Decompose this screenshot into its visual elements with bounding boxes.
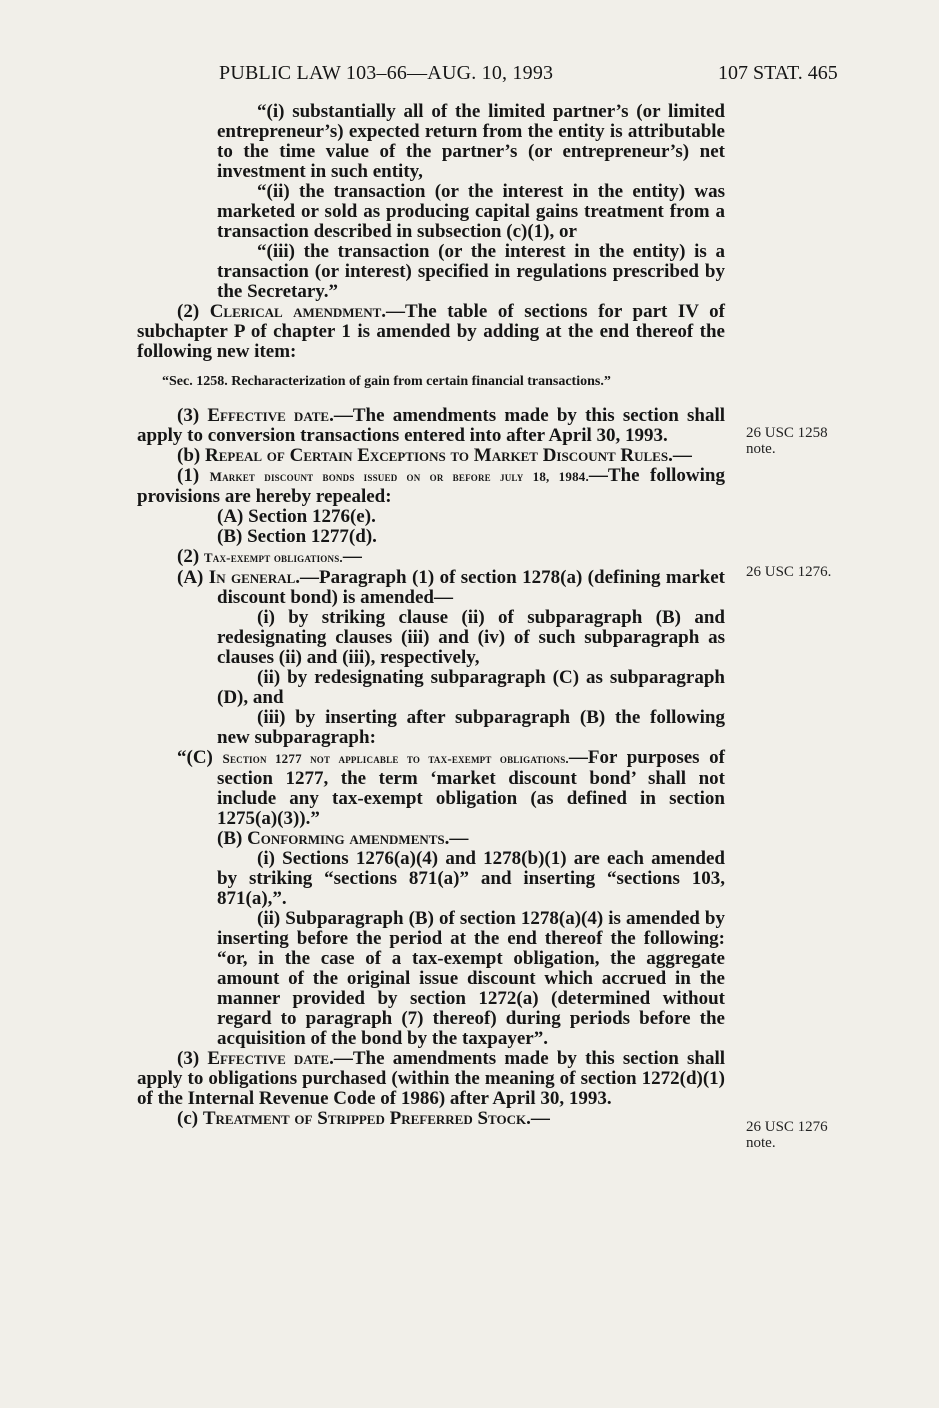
subsection-b <box>137 446 725 466</box>
paragraph-number: (1) <box>177 465 200 486</box>
inserted-subparagraph-C <box>137 748 725 829</box>
subparagraph-heading: In general. <box>208 567 301 588</box>
header-title: PUBLIC LAW 103–66—AUG. 10, 1993 <box>219 62 554 84</box>
subparagraph-dash: — <box>449 828 469 849</box>
clause-b2B-i: (i) Sections 1276(a)(4) and 1278(b)(1) are each amended by striking “sections 871(a)” and inserting “sections 103, 871(a),”. <box>217 848 725 909</box>
subparagraph-heading: Conforming amendments. <box>247 828 450 849</box>
clause-i: “(i) substantially all of the limited partner’s (or limited entrepreneur’s) expected return from the entity is attributable to the time value of the partner’s (or entrepreneur’s) net investment in such entity, <box>217 101 725 182</box>
paragraph-heading: Effective date. <box>207 405 334 426</box>
subparagraph-text: —For purposes of section 1277, the term ‘market discount bond’ shall not include any tax-exempt obligation (as defined in section 1275(a)(3)).” <box>217 747 726 829</box>
paragraph-b1 <box>137 466 725 507</box>
paragraph-number: (2) <box>177 546 200 567</box>
paragraph-3-effective-date <box>137 406 725 446</box>
margin-note-line: note. <box>746 441 776 457</box>
margin-note-line: note. <box>746 1135 776 1151</box>
subparagraph-number: (A) <box>177 567 204 588</box>
paragraph-text: —The amendments made by this section shall apply to obligations purchased (within the meaning of section 1272(d)(1) of the Internal Revenue Code of 1986) after April 30, 1993. <box>137 1048 725 1109</box>
margin-note-line: 26 USC 1276. <box>746 564 832 580</box>
paragraph-2-clerical <box>137 302 725 362</box>
paragraph-text: —The following provisions are hereby repealed: <box>137 465 726 507</box>
paragraph-number: (2) <box>177 301 200 322</box>
paragraph-heading: Effective date. <box>207 1048 334 1069</box>
subparagraph-heading: Section 1277 not applicable to tax-exempt obligations. <box>222 751 569 766</box>
paragraph-number: (3) <box>177 405 200 426</box>
paragraph-heading: Tax-exempt obligations. <box>203 550 343 565</box>
subparagraph-b1-B: (B) Section 1277(d). <box>217 526 377 547</box>
clause-b2A-ii: (ii) by redesignating subparagraph (C) as subparagraph (D), and <box>217 667 725 708</box>
margin-note-2 <box>746 564 831 580</box>
clause-b2B-ii: (ii) Subparagraph (B) of section 1278(a)(4) is amended by inserting before the period at the end thereof the following: “or, in the case of a tax-exempt obligation, the aggregate amount of the original issue discount which accrued in the manner provided by section 1272(a) (determined without regard to paragraph (7) thereof) during periods before the acquisition of the bond by the taxpayer”. <box>217 908 725 1049</box>
body-text <box>137 102 725 1129</box>
paragraph-b3-effective-date <box>137 1049 725 1109</box>
clause-iii: “(iii) the transaction (or the interest in the entity) is a transaction (or interest) specified in regulations prescribed by the Secretary.” <box>217 241 725 302</box>
subsection-number: (c) <box>177 1108 199 1129</box>
subparagraph-text: —Paragraph (1) of section 1278(a) (defining market discount bond) is amended— <box>217 567 726 608</box>
subsection-heading: Treatment of Stripped Preferred Stock. <box>202 1108 531 1129</box>
margin-note-3 <box>746 1119 828 1151</box>
paragraph-dash: — <box>342 546 362 567</box>
paragraph-heading: Clerical amendment. <box>209 301 387 322</box>
subparagraph-b2-B <box>137 829 725 849</box>
subsection-heading: Repeal of Certain Exceptions to Market Discount Rules. <box>204 445 673 466</box>
paragraph-text: —The amendments made by this section shall apply to conversion transactions entered into after April 30, 1993. <box>137 405 725 446</box>
clause-b2A-i: (i) by striking clause (ii) of subparagraph (B) and redesignating clauses (iii) and (iv) of such subparagraph as clauses (ii) and (iii), respectively, <box>217 607 725 668</box>
margin-note-1 <box>746 425 828 457</box>
paragraph-heading: Market discount bonds issued on or before july 18, 1984. <box>209 469 589 484</box>
margin-note-line: 26 USC 1258 <box>746 425 828 441</box>
subsection-dash: — <box>530 1108 550 1129</box>
subsection-dash: — <box>672 445 692 466</box>
subsection-number: (b) <box>177 445 201 466</box>
subparagraph-b2-A <box>137 568 725 608</box>
paragraph-text: —The table of sections for part IV of subchapter P of chapter 1 is amended by adding at the end thereof the following new item: <box>137 301 725 362</box>
subparagraph-b1-A: (A) Section 1276(e). <box>217 506 376 527</box>
table-of-sections-item: “Sec. 1258. Recharacterization of gain from certain financial transactions.” <box>162 374 611 389</box>
clause-b2A-iii: (iii) by inserting after subparagraph (B) the following new subparagraph: <box>217 707 725 748</box>
paragraph-number: (3) <box>177 1048 200 1069</box>
subparagraph-number: (B) <box>217 828 243 849</box>
header-stat-page: 107 STAT. 465 <box>718 62 838 84</box>
subparagraph-number: “(C) <box>177 747 213 768</box>
margin-note-line: 26 USC 1276 <box>746 1119 828 1135</box>
subsection-c <box>137 1109 725 1129</box>
paragraph-b2 <box>137 547 725 568</box>
running-header <box>0 62 939 86</box>
clause-ii: “(ii) the transaction (or the interest in the entity) was marketed or sold as producing capital gains treatment from a transaction described in subsection (c)(1), or <box>217 181 725 242</box>
